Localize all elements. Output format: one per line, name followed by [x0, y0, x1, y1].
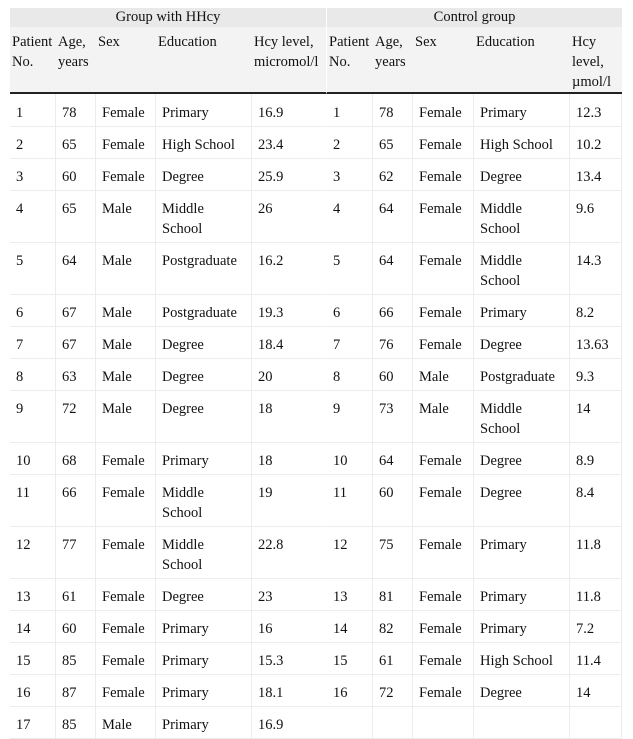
- table-cell: [373, 707, 413, 739]
- table-cell: Primary: [156, 611, 252, 643]
- table-cell: 13.4: [570, 159, 622, 191]
- table-cell: 8.9: [570, 443, 622, 475]
- table-cell: 20: [252, 359, 327, 391]
- col-header-patient-no: Patient No.: [10, 27, 56, 94]
- col-header-education: Education: [156, 27, 252, 94]
- table-cell: 23: [252, 579, 327, 611]
- table-cell: 19.3: [252, 295, 327, 327]
- table-cell: Middle School: [474, 243, 570, 295]
- table-cell: 2: [327, 127, 373, 159]
- table-cell: 68: [56, 443, 96, 475]
- table-cell: 5: [327, 243, 373, 295]
- table-cell: Female: [413, 675, 474, 707]
- col-header-patient-no: Patient No.: [327, 27, 373, 94]
- col-header-hcy-level: Hcy level, µmol/l: [570, 27, 622, 94]
- table-cell: Middle School: [474, 191, 570, 243]
- col-header-hcy-level: Hcy level, micromol/l: [252, 27, 327, 94]
- table-cell: Male: [96, 359, 156, 391]
- table-cell: Primary: [474, 579, 570, 611]
- table-cell: 11: [327, 475, 373, 527]
- table-cell: 15.3: [252, 643, 327, 675]
- table-cell: 72: [56, 391, 96, 443]
- table-cell: Primary: [474, 527, 570, 579]
- patient-data-table: [10, 8, 622, 739]
- table-cell: 78: [56, 94, 96, 127]
- table-cell: 8: [327, 359, 373, 391]
- table-cell: Female: [96, 159, 156, 191]
- table-cell: 85: [56, 643, 96, 675]
- table-cell: 11: [10, 475, 56, 527]
- table-cell: Female: [413, 191, 474, 243]
- table-cell: 16: [252, 611, 327, 643]
- col-header-education: Education: [474, 27, 570, 94]
- table-cell: Female: [96, 94, 156, 127]
- table-cell: 87: [56, 675, 96, 707]
- table-cell: Female: [96, 475, 156, 527]
- table-cell: 60: [373, 359, 413, 391]
- table-cell: 11.8: [570, 579, 622, 611]
- table-cell: 12: [10, 527, 56, 579]
- table-cell: Female: [413, 475, 474, 527]
- table-row: [10, 94, 622, 127]
- table-cell: Female: [96, 611, 156, 643]
- table-cell: 16: [10, 675, 56, 707]
- table-cell: 13: [327, 579, 373, 611]
- table-cell: [474, 707, 570, 739]
- col-header-sex: Sex: [96, 27, 156, 94]
- table-cell: 3: [327, 159, 373, 191]
- table-cell: Postgraduate: [156, 295, 252, 327]
- table-cell: 14: [327, 611, 373, 643]
- table-cell: 64: [373, 243, 413, 295]
- table-cell: [570, 707, 622, 739]
- table-cell: 7: [327, 327, 373, 359]
- table-cell: 65: [56, 127, 96, 159]
- table-cell: 60: [56, 611, 96, 643]
- table-cell: 73: [373, 391, 413, 443]
- table-cell: 61: [373, 643, 413, 675]
- table-cell: Middle School: [156, 475, 252, 527]
- table-row: [10, 159, 622, 191]
- table-cell: Male: [96, 295, 156, 327]
- table-cell: Primary: [474, 611, 570, 643]
- table-cell: 14: [570, 675, 622, 707]
- table-cell: 12.3: [570, 94, 622, 127]
- table-cell: 18: [252, 443, 327, 475]
- table-cell: Degree: [156, 391, 252, 443]
- table-cell: Female: [413, 527, 474, 579]
- table-cell: 10: [327, 443, 373, 475]
- table-row: [10, 443, 622, 475]
- table-cell: 67: [56, 295, 96, 327]
- table-cell: Female: [96, 527, 156, 579]
- table-cell: High School: [474, 643, 570, 675]
- table-cell: 65: [373, 127, 413, 159]
- table-cell: Female: [413, 243, 474, 295]
- table-cell: Primary: [156, 643, 252, 675]
- table-cell: 9.3: [570, 359, 622, 391]
- table-cell: 12: [327, 527, 373, 579]
- table-cell: 11.4: [570, 643, 622, 675]
- table-cell: Female: [413, 295, 474, 327]
- table-cell: Degree: [474, 327, 570, 359]
- table-cell: Primary: [156, 707, 252, 739]
- table-cell: Male: [96, 707, 156, 739]
- table-cell: Postgraduate: [156, 243, 252, 295]
- table-cell: 62: [373, 159, 413, 191]
- table-cell: 18.4: [252, 327, 327, 359]
- table-cell: 4: [10, 191, 56, 243]
- group-hhcy-header: Group with HHcy: [10, 8, 327, 27]
- table-cell: Female: [413, 579, 474, 611]
- table-cell: Female: [413, 159, 474, 191]
- table-cell: 25.9: [252, 159, 327, 191]
- table-cell: 72: [373, 675, 413, 707]
- table-cell: 8: [10, 359, 56, 391]
- table-cell: Middle School: [156, 527, 252, 579]
- table-cell: 76: [373, 327, 413, 359]
- table-cell: Degree: [156, 159, 252, 191]
- table-cell: 67: [56, 327, 96, 359]
- table-cell: 22.8: [252, 527, 327, 579]
- table-cell: 19: [252, 475, 327, 527]
- group-control-header: Control group: [327, 8, 622, 27]
- table-cell: 16: [327, 675, 373, 707]
- table-cell: 2: [10, 127, 56, 159]
- table-cell: 7: [10, 327, 56, 359]
- table-row: [10, 327, 622, 359]
- table-cell: 64: [373, 191, 413, 243]
- table-cell: Degree: [474, 675, 570, 707]
- table-cell: Female: [96, 579, 156, 611]
- table-cell: 18: [252, 391, 327, 443]
- table-cell: Degree: [474, 159, 570, 191]
- table-cell: 18.1: [252, 675, 327, 707]
- group-header-row: [10, 8, 622, 27]
- table-cell: 15: [10, 643, 56, 675]
- table-cell: High School: [474, 127, 570, 159]
- table-cell: 9: [327, 391, 373, 443]
- table-cell: Male: [413, 359, 474, 391]
- table-cell: 7.2: [570, 611, 622, 643]
- table-cell: 13.63: [570, 327, 622, 359]
- table-row: [10, 191, 622, 243]
- table-cell: 82: [373, 611, 413, 643]
- table-cell: Female: [413, 94, 474, 127]
- table-cell: Degree: [156, 359, 252, 391]
- table-cell: Degree: [156, 579, 252, 611]
- table-cell: 3: [10, 159, 56, 191]
- table-row: [10, 579, 622, 611]
- table-cell: 77: [56, 527, 96, 579]
- table-cell: Degree: [474, 443, 570, 475]
- table-cell: Primary: [474, 295, 570, 327]
- table-cell: 64: [373, 443, 413, 475]
- col-header-age: Age, years: [373, 27, 413, 94]
- column-header-row: [10, 27, 622, 94]
- table-cell: Female: [413, 611, 474, 643]
- table-cell: 66: [373, 295, 413, 327]
- table-cell: 60: [373, 475, 413, 527]
- table-cell: 78: [373, 94, 413, 127]
- table-row: [10, 611, 622, 643]
- table-cell: 11.8: [570, 527, 622, 579]
- table-cell: Middle School: [156, 191, 252, 243]
- table-cell: [413, 707, 474, 739]
- table-cell: 85: [56, 707, 96, 739]
- table-row: [10, 527, 622, 579]
- table-cell: 14.3: [570, 243, 622, 295]
- table-cell: 16.2: [252, 243, 327, 295]
- table-cell: 10.2: [570, 127, 622, 159]
- table-cell: 66: [56, 475, 96, 527]
- table-cell: 14: [570, 391, 622, 443]
- table-cell: Male: [96, 191, 156, 243]
- table-cell: 13: [10, 579, 56, 611]
- col-header-sex: Sex: [413, 27, 474, 94]
- table-cell: 10: [10, 443, 56, 475]
- table-cell: 64: [56, 243, 96, 295]
- table-row: [10, 643, 622, 675]
- table-cell: Female: [96, 643, 156, 675]
- table-cell: Female: [96, 127, 156, 159]
- table-cell: 4: [327, 191, 373, 243]
- table-cell: Female: [413, 443, 474, 475]
- table-cell: 9: [10, 391, 56, 443]
- table-cell: 15: [327, 643, 373, 675]
- table-cell: Primary: [474, 94, 570, 127]
- table-row: [10, 475, 622, 527]
- table-cell: Primary: [156, 94, 252, 127]
- table-cell: 63: [56, 359, 96, 391]
- table-cell: 8.4: [570, 475, 622, 527]
- table-cell: 5: [10, 243, 56, 295]
- table-cell: Degree: [474, 475, 570, 527]
- table-cell: 16.9: [252, 94, 327, 127]
- table-cell: Male: [96, 327, 156, 359]
- table-cell: 6: [327, 295, 373, 327]
- table-row: [10, 675, 622, 707]
- table-cell: Male: [413, 391, 474, 443]
- table-cell: Female: [413, 643, 474, 675]
- table-cell: 6: [10, 295, 56, 327]
- table-cell: 17: [10, 707, 56, 739]
- table-cell: Female: [413, 327, 474, 359]
- table-cell: 16.9: [252, 707, 327, 739]
- table-cell: Female: [96, 443, 156, 475]
- table-cell: Male: [96, 243, 156, 295]
- table-cell: Female: [413, 127, 474, 159]
- col-header-age: Age, years: [56, 27, 96, 94]
- table-cell: 14: [10, 611, 56, 643]
- table-cell: 75: [373, 527, 413, 579]
- table-row: [10, 243, 622, 295]
- table-row: [10, 127, 622, 159]
- table-row: [10, 295, 622, 327]
- table-cell: Primary: [156, 675, 252, 707]
- table-row: [10, 391, 622, 443]
- table-cell: 8.2: [570, 295, 622, 327]
- table-row: [10, 359, 622, 391]
- table-cell: 81: [373, 579, 413, 611]
- table-cell: Female: [96, 675, 156, 707]
- table-cell: Middle School: [474, 391, 570, 443]
- table-cell: [327, 707, 373, 739]
- table-cell: High School: [156, 127, 252, 159]
- table-cell: 9.6: [570, 191, 622, 243]
- table-cell: Male: [96, 391, 156, 443]
- table-cell: 1: [10, 94, 56, 127]
- table-cell: 1: [327, 94, 373, 127]
- table-cell: 23.4: [252, 127, 327, 159]
- table-cell: 65: [56, 191, 96, 243]
- table-cell: 26: [252, 191, 327, 243]
- table-cell: Primary: [156, 443, 252, 475]
- table-row: [10, 707, 622, 739]
- table-cell: Postgraduate: [474, 359, 570, 391]
- table-cell: 61: [56, 579, 96, 611]
- table-cell: 60: [56, 159, 96, 191]
- table-cell: Degree: [156, 327, 252, 359]
